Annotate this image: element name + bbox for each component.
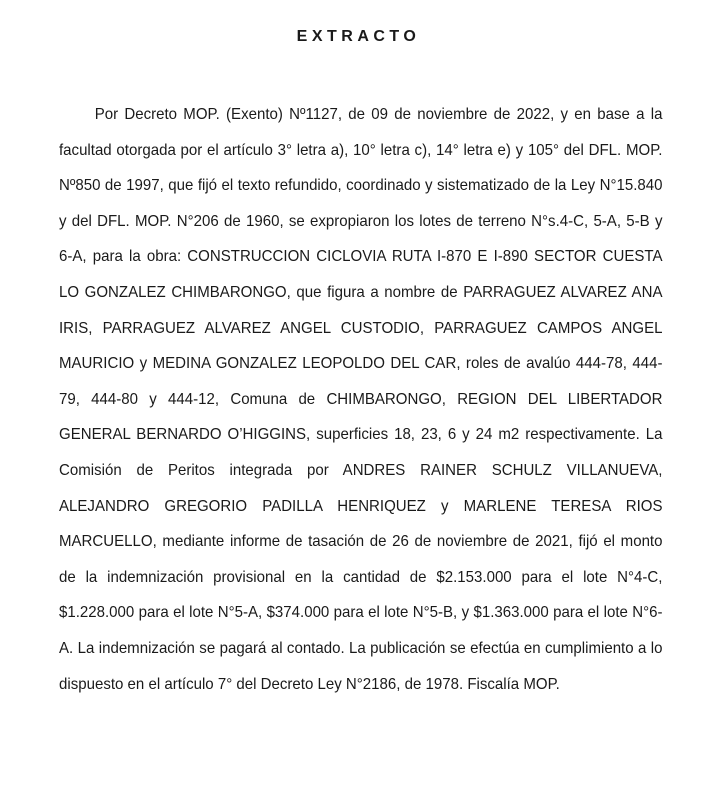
extract-body-paragraph: Por Decreto MOP. (Exento) Nº1127, de 09 de noviembre de 2022, y en base a la facultad otorgada por el artículo 3° letra a), 10° letra c), 14° letra e) y 105° del DFL. MOP. Nº850 de 1997, que fijó el texto refundido, coordinado y sistematizado de la Ley N°15.840 y del DFL. MOP. N°206 de 1960, se expropiaron los lotes de terreno N°s.4-C, 5-A, 5-B y 6-A, para la obra: CONSTRUCCION CICLOVIA RUTA I-870 E I-890 SECTOR CUESTA LO GONZALEZ CHIMBARONGO, que figura a nombre de PARRAGUEZ ALVAREZ ANA IRIS, PARRAGUEZ ALVAREZ ANGEL CUSTODIO, PARRAGUEZ CAMPOS ANGEL MAURICIO y MEDINA GONZALEZ LEOPOLDO DEL CAR, roles de avalúo 444-78, 444-79, 444-80 y 444-12, Comuna de CHIMBARONGO, REGION DEL LIBERTADOR GENERAL BERNARDO O’HIGGINS, superficies 18, 23, 6 y 24 m2 respectivamente. La Comisión de Peritos integrada por ANDRES RAINER SCHULZ VILLANUEVA, ALEJANDRO GREGORIO PADILLA HENRIQUEZ y MARLENE TERESA RIOS MARCUELLO, mediante informe de tasación de 26 de noviembre de 2021, fijó el monto de la indemnización provisional en la cantidad de $2.153.000 para el lote N°4-C, $1.228.000 para el lote N°5-A, $374.000 para el lote N°5-B, y $1.363.000 para el lote N°6-A. La indemnización se pagará al contado. La publicación se efectúa en cumplimiento a lo dispuesto en el artículo 7° del Decreto Ley N°2186, de 1978. Fiscalía MOP. [59, 106, 663, 693]
document-title: EXTRACTO [296, 28, 421, 45]
